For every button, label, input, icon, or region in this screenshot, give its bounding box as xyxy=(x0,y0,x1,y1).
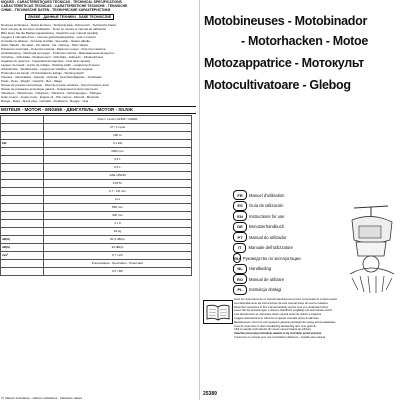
language-item xyxy=(233,190,293,201)
language-code-badge: RO xyxy=(233,274,247,284)
spec-label xyxy=(1,187,44,195)
spec-label xyxy=(1,227,44,235)
legend-line: Capacité du réservoir - Capacidad del depósito - Fuel tank capacity xyxy=(1,58,91,63)
legend-line: Niveau de pression acoustique - Nivel de presión acústica - Sound pressure level xyxy=(1,82,109,87)
spec-value: 62 kg xyxy=(44,227,192,235)
cover-title-line-4: Motocultivatoare - Glebog xyxy=(204,78,351,92)
table-row xyxy=(1,155,192,163)
spec-value: F7RTC xyxy=(44,179,192,187)
table-row xyxy=(1,251,192,259)
spec-label: kW xyxy=(1,139,44,147)
language-code-badge: DE xyxy=(233,222,247,232)
note-line: Read the instructions in this manual carefully and be sure you understand them xyxy=(234,305,329,309)
legend-line: Höchstleistung - Maximaal vermogen - Potência máxima - Максимальная мощность xyxy=(1,50,115,55)
legend-line: Bitte lesen Sie die Bedienungsanleitung - Read the user manual carefully xyxy=(1,30,99,35)
spec-label: dB(A) xyxy=(1,243,44,251)
spec-label xyxy=(1,163,44,171)
note-line: Uważnie przeczytaj instrukcje zawarte w tej instrukcji przed użyciem xyxy=(234,332,322,336)
legend-line: Leggere il manuale d'uso - Lees de gebruiksaanwijzing - Leia o manual xyxy=(1,34,96,39)
language-label: Handleiding xyxy=(249,266,272,272)
language-code-badge: RU xyxy=(233,253,241,263)
manual-cover-panel xyxy=(201,0,400,400)
table-row xyxy=(1,115,192,123)
table-row xyxy=(1,179,192,187)
legend-line: Siehe Tabelle - Zie tabel - Ver tabela - См. таблицу - Patrz tabela xyxy=(1,42,88,47)
table-row xyxy=(1,139,192,147)
language-item xyxy=(233,285,293,296)
table-row xyxy=(1,163,192,171)
spec-value: 3,6 L xyxy=(44,155,192,163)
language-label: Manuel d'utilisation xyxy=(249,192,285,198)
language-label: Руководство по эксплуатации xyxy=(242,255,301,261)
spec-value: 93 dB(A) xyxy=(44,243,192,251)
table-row xyxy=(1,243,192,251)
legend-line: Profondeur de travail - Profundidad de trabajo - Working depth xyxy=(1,70,84,75)
table-row xyxy=(1,267,192,275)
cover-title-line-3: Motozappatrice - Мотокульт xyxy=(204,56,365,70)
spec-header-line: NIQUES - CARACTERISTIQUES TECNICAS - TECHNICAL SPECIFICATIONS xyxy=(1,0,122,4)
cover-title-line-2: - Motorhacken - Motoe xyxy=(241,34,369,48)
language-code-badge: PL xyxy=(233,285,247,295)
spec-label xyxy=(1,171,44,179)
language-item xyxy=(233,264,293,275)
safety-notes xyxy=(234,298,399,340)
note-line: Внимательно прочтите инструкции в данном руководстве перед использованием xyxy=(234,320,336,324)
tiller-sketch-icon xyxy=(344,200,400,295)
spec-value: 4 x 8 xyxy=(44,219,192,227)
engine-spec-table xyxy=(0,115,192,276)
note-line: Lees de instructies in deze handleiding aandachtig door voor gebruik xyxy=(234,324,316,328)
legend-line: Poids - Peso - Weight - Gewicht - Вес - Waga xyxy=(1,78,62,83)
language-code-badge: NL xyxy=(233,264,247,274)
language-item xyxy=(233,222,293,233)
spec-label xyxy=(1,115,44,123)
legend-line: Tenir compte de la notice d'utilisation - Tener en cuenta el manual de utilización xyxy=(1,26,107,31)
spec-footnote: (*) Valeurs indicatives - Valores indicativos - Indicative values xyxy=(1,396,83,400)
spec-value: 0,6 L xyxy=(44,163,192,171)
table-row xyxy=(1,195,192,203)
spec-value: 4T / 4 cycle xyxy=(44,123,192,131)
spec-label xyxy=(1,179,44,187)
spec-value: R7 / R8 xyxy=(44,267,192,275)
table-row xyxy=(1,203,192,211)
spec-value: SAE 10W30 xyxy=(44,171,192,179)
spec-label: m/s² xyxy=(1,251,44,259)
language-code-badge: EN xyxy=(233,211,247,221)
cover-title-line-1: Motobineuses - Motobinador xyxy=(204,14,368,28)
spec-label xyxy=(1,123,44,131)
read-manual-book-icon xyxy=(203,300,233,324)
spec-label xyxy=(1,155,44,163)
language-label: Manual de utilizare xyxy=(249,276,285,282)
language-item xyxy=(233,211,293,222)
spec-label xyxy=(1,259,44,267)
spec-value: 6,7 m/s² xyxy=(44,251,192,259)
language-item xyxy=(233,232,293,243)
spec-label xyxy=(1,211,44,219)
note-line: Leia atentamente as instruções deste manual antes de utilizar a máquina xyxy=(234,313,322,317)
spec-value: 3600 rpm xyxy=(44,147,192,155)
spec-label xyxy=(1,147,44,155)
note-line: Conservez ce manuel pour une consultation ultérieure - Guarde este manual xyxy=(234,335,326,339)
language-code-badge: ES xyxy=(233,201,247,211)
language-item xyxy=(233,274,293,285)
note-line: Lea detenidamente las instrucciones de este manual antes de usar la máquina xyxy=(234,301,328,305)
spec-value: 2+1 xyxy=(44,195,192,203)
spec-label xyxy=(1,195,44,203)
spec-value: 81,5 dB(A) xyxy=(44,235,192,243)
spec-label xyxy=(1,219,44,227)
note-line: Lisez les instructions de ce manuel attentivement et bien comprendre le contenu avant xyxy=(234,298,337,301)
spec-headers xyxy=(0,0,196,21)
table-row xyxy=(1,259,192,267)
table-row xyxy=(1,123,192,131)
spec-value: 4,1 kW xyxy=(44,139,192,147)
language-label: Manual do utilizador xyxy=(249,234,287,240)
table-row xyxy=(1,131,192,139)
legend-line: Puissance maximale - Potencia máxima - Maximum power - Potenza massima xyxy=(1,46,106,51)
language-item xyxy=(233,243,293,254)
spec-value: 850 mm xyxy=(44,203,192,211)
note-line: Leggere attentamente le istruzioni di questo manuale prima di utilizzare xyxy=(234,316,319,320)
engine-section-title: MOTEUR - MOTOR - ENGINE - ДВИГАТЕЛЬ - MOTOR - SILNIK xyxy=(0,106,196,114)
language-list xyxy=(233,190,301,295)
technical-specifications-panel xyxy=(0,0,196,400)
spec-value: 196 cc xyxy=(44,131,192,139)
language-code-badge: FR xyxy=(233,190,247,200)
legend-line: Cylindrée - Cilindrada - Displacement - Cilindrata - Hubraum - Cilinderinhoud xyxy=(1,54,103,59)
table-row xyxy=(1,227,192,235)
legend-line: Consulter le tableau - Consulte la tabla - See table - Vedere tabella xyxy=(1,38,90,43)
language-item xyxy=(233,253,301,264)
spec-value: Préci / Loncin G160F / G200F xyxy=(44,115,192,123)
legend-line: Vitesses - Velocidades - Speeds - Velocità - Geschwindigkeiten - Snelheden xyxy=(1,74,103,79)
table-row xyxy=(1,219,192,227)
table-row xyxy=(1,187,192,195)
table-row xyxy=(1,235,192,243)
language-item xyxy=(233,201,293,212)
legend-line: Bougie - Bujía - Spark plug - Candela - Zündkerze - Bougie - Vela xyxy=(1,98,89,103)
spec-legend-paragraph xyxy=(0,23,196,103)
note-line: Lesen Sie die Anweisungen in diesem Handbuch sorgfältig und aufmerksam durch xyxy=(234,309,333,313)
table-row xyxy=(1,211,192,219)
language-label: Instrukcja obsługi xyxy=(249,287,282,293)
language-label: Benutzerhandbuch xyxy=(249,224,285,230)
spec-label: dB(A) xyxy=(1,235,44,243)
table-row xyxy=(1,171,192,179)
spec-label xyxy=(1,267,44,275)
table-row xyxy=(1,147,192,155)
spec-label xyxy=(1,203,44,211)
spec-header-line: CARACTERÍSTICAS TECNICAS - CARATTERISTICHE TECNICHE - TEKNISCHE xyxy=(1,4,128,9)
spec-value: 0,7 - 0,8 mm xyxy=(44,187,192,195)
document-code: 25389 xyxy=(203,391,217,397)
spec-header-line: CHNIK - TECHNISCHE DATEN - ТЕХНИЧЕСКИЕ ХАРАКТЕРИСТИКИ xyxy=(1,8,111,13)
language-code-badge: IT xyxy=(233,243,246,253)
language-label: Manuale dell'utilizzatore xyxy=(248,245,293,251)
legend-line: Arbeitsbreite - Werkbreedte - Largura de trabalho - Рабочая ширина xyxy=(1,66,93,71)
spec-value: 300 mm xyxy=(44,211,192,219)
language-code-badge: PT xyxy=(233,232,247,242)
legend-line: Vibrations - Vibraciones - Vibrations - Vibrazioni - Schwingungen - Trillingen xyxy=(1,90,102,95)
spec-label xyxy=(1,131,44,139)
language-label: Instructions for use xyxy=(249,213,285,219)
legend-line: Largeur de travail - Ancho de trabajo - Working width - Larghezza di lavoro xyxy=(1,62,100,67)
legend-line: Huile moteur - Aceite motor - Engine oil - Olio motore - Motoröl - Motorolie xyxy=(1,94,100,99)
page-divider xyxy=(199,0,200,400)
legend-line: Niveau de puissance acoustique garanti - Guaranteed sound power level xyxy=(1,86,98,91)
spec-value: Pneumatique - Neumático - Pneumatic xyxy=(44,259,192,267)
legend-line: Données techniques - Datos técnicos - Technical data - Dati tecnici - Technische Daten xyxy=(1,22,117,27)
language-label: Guía de utilización xyxy=(249,203,284,209)
spec-header-line: ZINSKE - ДАННЫЕ ТЕХНИКИ - DANE TECHNICZNE xyxy=(25,14,114,20)
note-line: Citiți cu atenție instrucțiunile din acest manual înainte de utilizare xyxy=(234,328,311,332)
